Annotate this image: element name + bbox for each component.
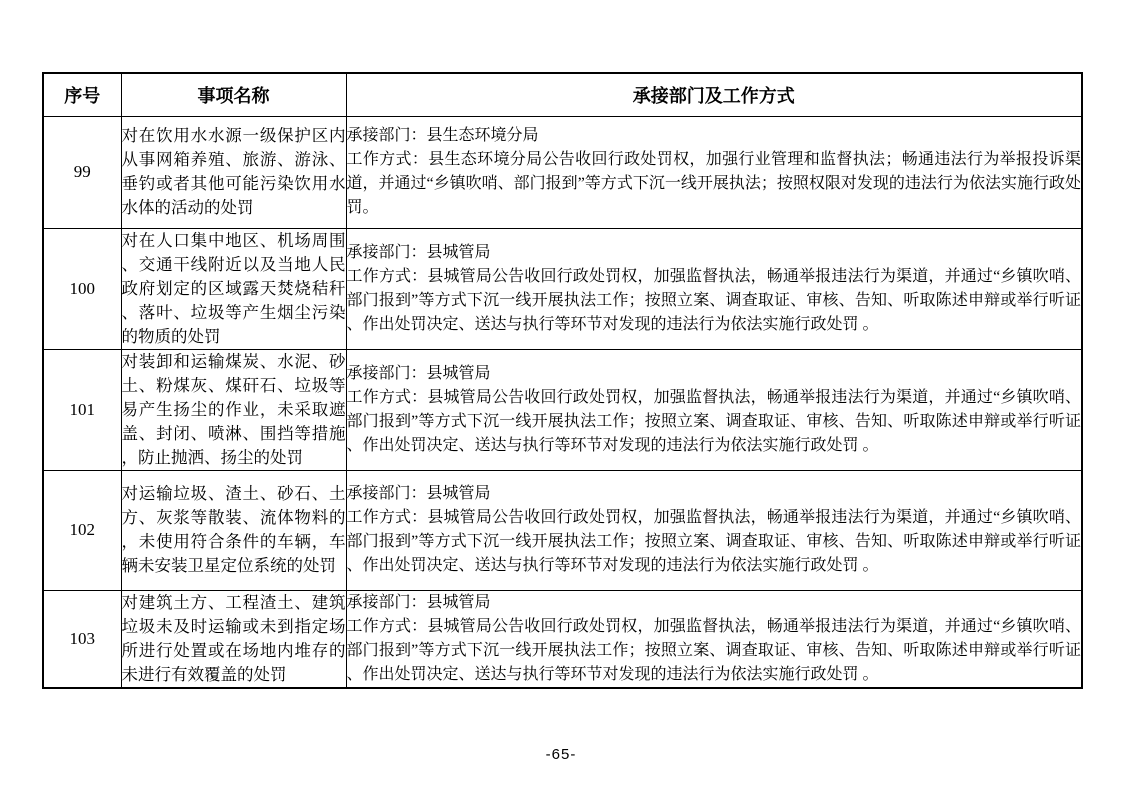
- page-number: -65-: [545, 746, 577, 763]
- col-header-item-name: 事项名称: [121, 73, 346, 116]
- method-text: 工作方式：县城管局公告收回行政处罚权，加强监督执法，畅通举报违法行为渠道，并通过“乡镇吹哨、部门报到”等方式下沉一线开展执法工作；按照立案、调查取证、审核、告知、听取陈述申辩或举行听证、作出处罚决定、送达与执行等环节对发现的违法行为依法实施行政处罚 。: [346, 617, 1081, 683]
- method-text: 工作方式：县城管局公告收回行政处罚权，加强监督执法，畅通举报违法行为渠道，并通过“乡镇吹哨、部门报到”等方式下沉一线开展执法工作；按照立案、调查取证、审核、告知、听取陈述申辩或举行听证、作出处罚决定、送达与执行等环节对发现的违法行为依法实施行政处罚 。: [346, 388, 1081, 454]
- table-header-row: [43, 73, 1082, 116]
- department-line: 承接部门：县城管局: [346, 485, 491, 502]
- method-text: 工作方式：县生态环境分局公告收回行政处罚权，加强行业管理和监督执法；畅通违法行为举报投诉渠道，并通过“乡镇吹哨、部门报到”等方式下沉一线开展执法；按照权限对发现的违法行为依法实施行政处罚。: [346, 151, 1081, 216]
- table-row: [43, 590, 1082, 688]
- table-row: [43, 228, 1082, 349]
- department-line: 承接部门：县生态环境分局: [346, 127, 539, 144]
- department-line: 承接部门：县城管局: [346, 364, 491, 382]
- row-serial-no: 102: [43, 470, 121, 590]
- row-serial-no: 99: [43, 116, 121, 228]
- col-header-department-method: 承接部门及工作方式: [346, 73, 1082, 116]
- item-name-text: 对装卸和运输煤炭、水泥、砂土、粉煤灰、煤矸石、垃圾等易产生扬尘的作业，未采取遮盖、封闭、喷淋、围挡等措施，防止抛洒、扬尘的处罚: [121, 351, 346, 467]
- row-serial-no: 103: [43, 590, 121, 688]
- table-row: [43, 116, 1082, 228]
- department-line: 承接部门：县城管局: [346, 593, 491, 611]
- item-name-text: 对运输垃圾、渣土、砂石、土方、灰浆等散装、流体物料的，未使用符合条件的车辆，车辆未安装卫星定位系统的处罚: [121, 484, 346, 575]
- table-row: [43, 349, 1082, 470]
- department-line: 承接部门：县城管局: [346, 243, 491, 261]
- item-name-text: 对在人口集中地区、机场周围、交通干线附近以及当地人民政府划定的区域露天焚烧秸秆、落叶、垃圾等产生烟尘污染的物质的处罚: [121, 230, 346, 346]
- row-serial-no: 100: [43, 228, 121, 349]
- item-name-text: 对在饮用水水源一级保护区内从事网箱养殖、旅游、游泳、垂钓或者其他可能污染饮用水水体的活动的处罚: [121, 126, 346, 217]
- method-text: 工作方式：县城管局公告收回行政处罚权，加强监督执法，畅通举报违法行为渠道，并通过“乡镇吹哨、部门报到”等方式下沉一线开展执法工作；按照立案、调查取证、审核、告知、听取陈述申辩或举行听证、作出处罚决定、送达与执行等环节对发现的违法行为依法实施行政处罚 。: [346, 509, 1081, 574]
- col-header-serial-no: 序号: [43, 73, 121, 116]
- delegation-table: [42, 72, 1083, 689]
- table-row: [43, 470, 1082, 590]
- method-text: 工作方式：县城管局公告收回行政处罚权，加强监督执法，畅通举报违法行为渠道，并通过“乡镇吹哨、部门报到”等方式下沉一线开展执法工作；按照立案、调查取证、审核、告知、听取陈述申辩或举行听证、作出处罚决定、送达与执行等环节对发现的违法行为依法实施行政处罚 。: [346, 267, 1081, 333]
- item-name-text: 对建筑土方、工程渣土、建筑垃圾未及时运输或未到指定场所进行处置或在场地内堆存的未进行有效覆盖的处罚: [121, 592, 346, 684]
- row-serial-no: 101: [43, 349, 121, 470]
